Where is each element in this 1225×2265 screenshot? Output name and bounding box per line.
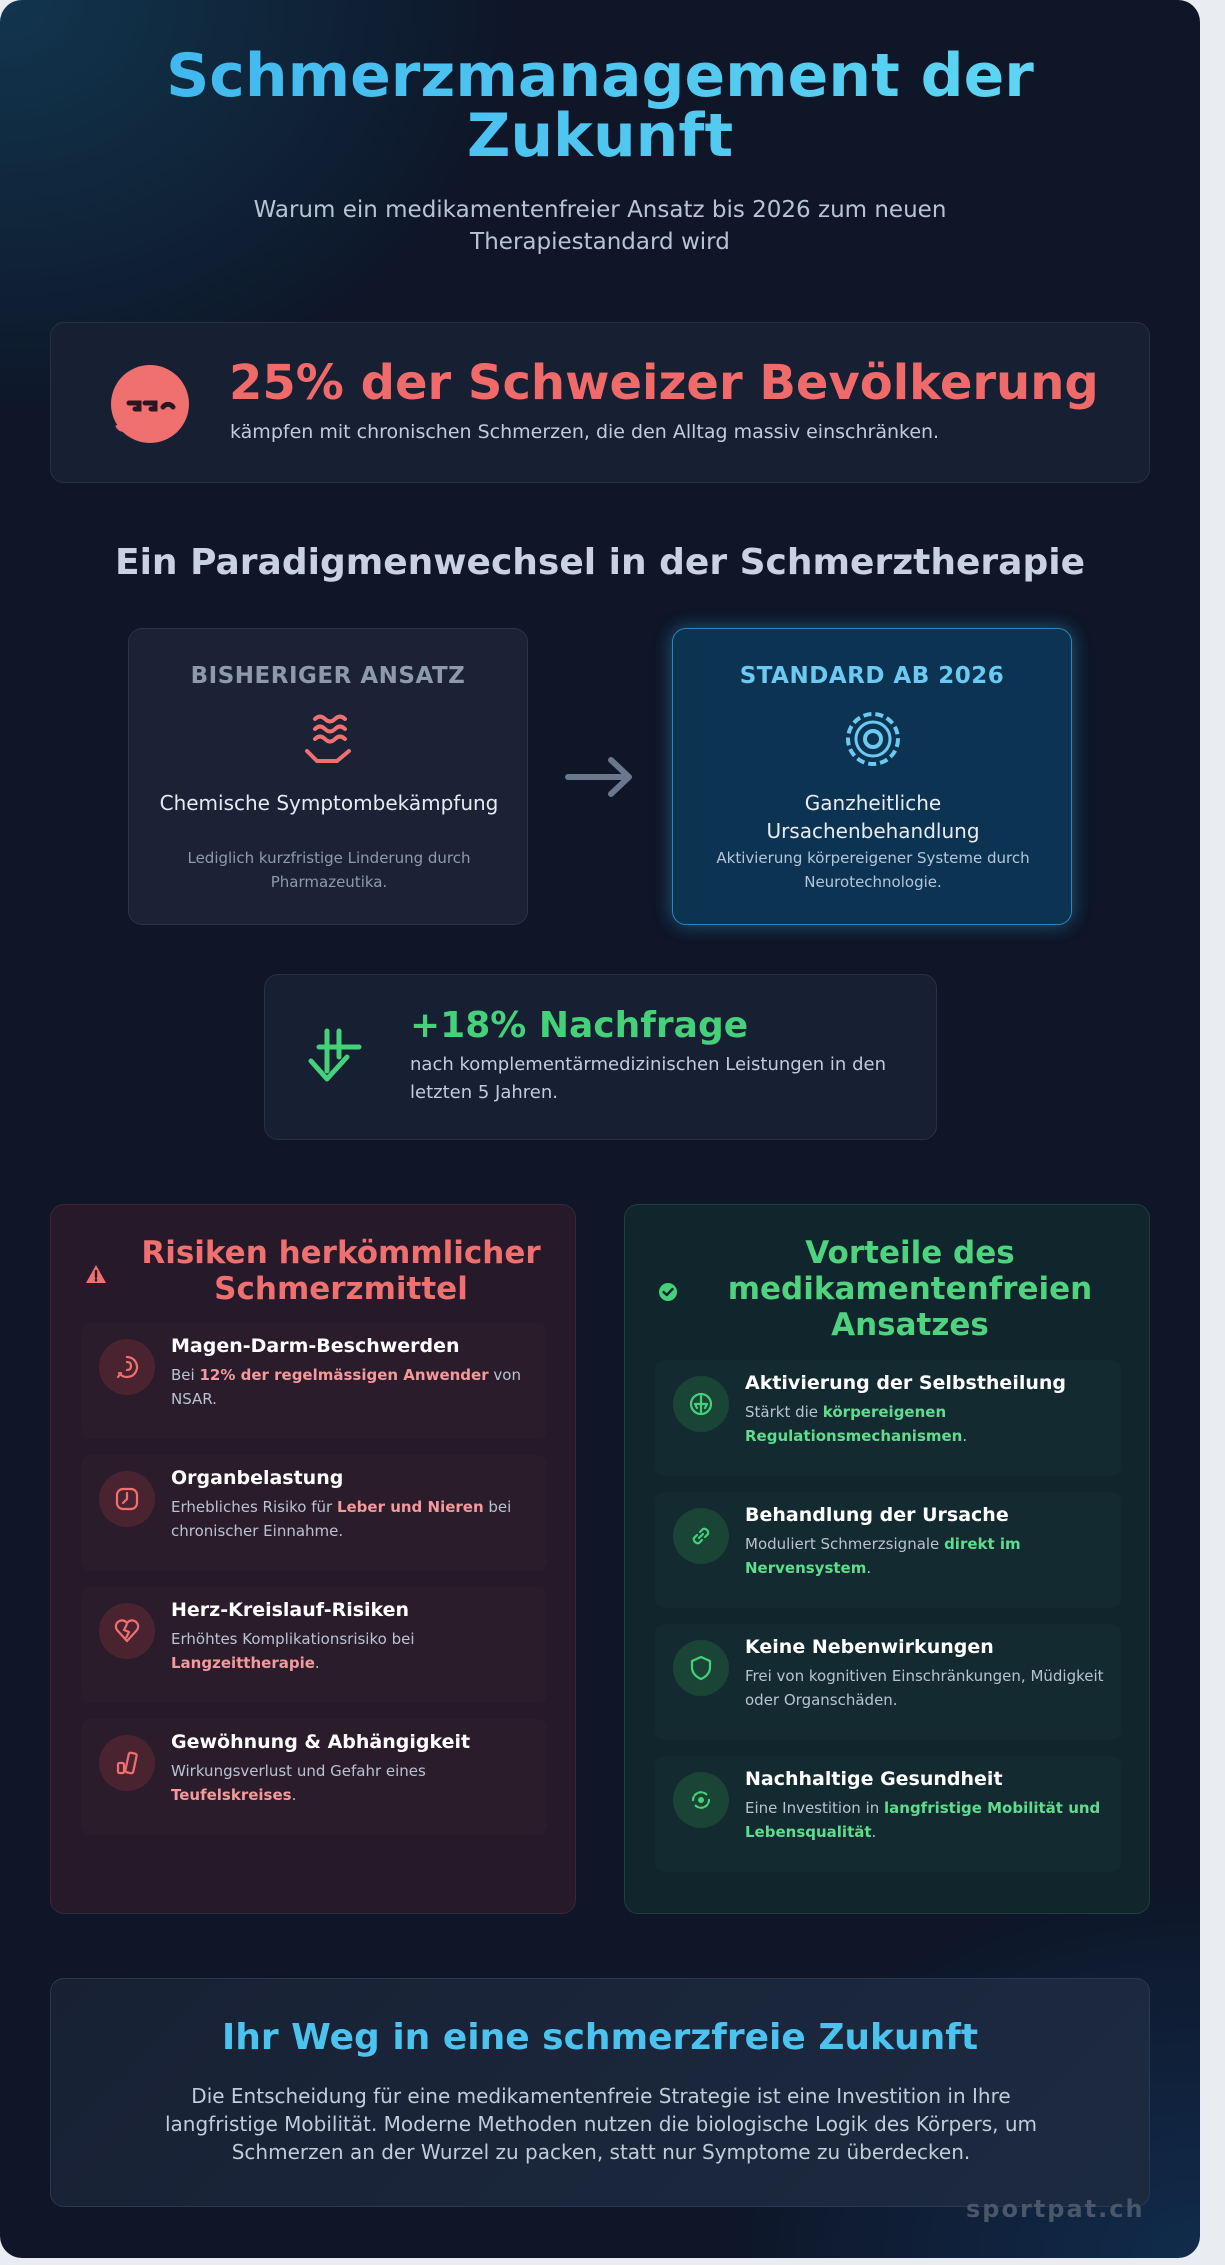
advantage-item bbox=[655, 1756, 1121, 1872]
demand-stat-headline: +18% Nachfrage bbox=[410, 1005, 749, 1046]
advantage-item bbox=[655, 1624, 1121, 1740]
page-title: Schmerzmanagement der Zukunft bbox=[100, 46, 1100, 166]
arrow-right-icon bbox=[563, 752, 638, 802]
old-approach-note: Lediglich kurzfristige Linderung durch Pharmazeutika. bbox=[187, 849, 471, 891]
organ-icon bbox=[99, 1471, 155, 1527]
new-approach-note: Aktivierung körpereigener Systeme durch Neurotechnologie. bbox=[716, 849, 1030, 891]
old-approach-label: BISHERIGER ANSATZ bbox=[190, 663, 466, 689]
risk-item bbox=[81, 1587, 547, 1703]
risk-item bbox=[81, 1719, 547, 1835]
sustainability-icon bbox=[673, 1772, 729, 1828]
risk-item bbox=[81, 1323, 547, 1439]
risk-item-title: Gewöhnung & Abhängigkeit bbox=[171, 1731, 471, 1753]
population-stat-headline: 25% der Schweizer Bevölkerung bbox=[229, 355, 1099, 411]
population-stat-text: kämpfen mit chronischen Schmerzen, die den Alltag massiv einschränken. bbox=[230, 421, 940, 443]
advantages-title: Vorteile des medikamentenfreien Ansatzes bbox=[727, 1235, 1093, 1343]
advantage-item-title: Behandlung der Ursache bbox=[745, 1504, 1009, 1526]
page-subtitle: Warum ein medikamentenfreier Ansatz bis 2026 zum neuen Therapiestandard wird bbox=[253, 197, 947, 255]
advantage-item-text: Stärkt die körpereigenen Regulationsmechanismen. bbox=[745, 1403, 968, 1445]
medical-trend-icon bbox=[305, 1027, 369, 1091]
risk-item-text: Bei 12% der regelmässigen Anwender von NSAR. bbox=[171, 1366, 521, 1408]
risk-item-text: Wirkungsverlust und Gefahr eines Teufelskreises. bbox=[171, 1762, 426, 1804]
new-approach-label: STANDARD AB 2026 bbox=[739, 663, 1005, 689]
advantage-item bbox=[655, 1360, 1121, 1476]
advantages-panel bbox=[624, 1204, 1150, 1914]
link-icon bbox=[673, 1508, 729, 1564]
risk-item-text: Erhöhtes Komplikationsrisiko bei Langzeittherapie. bbox=[171, 1630, 415, 1672]
risks-panel bbox=[50, 1204, 576, 1914]
warning-icon bbox=[85, 1263, 107, 1285]
balance-icon bbox=[673, 1376, 729, 1432]
advantage-item-title: Keine Nebenwirkungen bbox=[745, 1636, 994, 1658]
advantage-item-text: Eine Investition in langfristige Mobilität und Lebensqualität. bbox=[745, 1799, 1101, 1841]
new-approach-main: Ganzheitliche Ursachenbehandlung bbox=[766, 791, 980, 843]
advantage-item-title: Aktivierung der Selbstheilung bbox=[745, 1372, 1066, 1394]
advantage-item-text: Moduliert Schmerzsignale direkt im Nervensystem. bbox=[745, 1535, 1021, 1577]
shield-icon bbox=[673, 1640, 729, 1696]
watermark: sportpat.ch bbox=[966, 2195, 1145, 2223]
broken-heart-icon bbox=[99, 1603, 155, 1659]
advantage-item-title: Nachhaltige Gesundheit bbox=[745, 1768, 1003, 1790]
demand-stat-card bbox=[264, 974, 937, 1140]
demand-stat-text: nach komplementärmedizinischen Leistungen in den letzten 5 Jahren. bbox=[410, 1054, 886, 1103]
pain-face-icon bbox=[111, 365, 189, 443]
population-stat-card bbox=[50, 322, 1150, 483]
new-approach-card bbox=[672, 628, 1072, 925]
advantage-item-text: Frei von kognitiven Einschränkungen, Müdigkeit oder Organschäden. bbox=[745, 1667, 1104, 1709]
risk-item bbox=[81, 1455, 547, 1571]
conclusion-card bbox=[50, 1978, 1150, 2207]
paradigm-title: Ein Paradigmenwechsel in der Schmerztherapie bbox=[115, 542, 1085, 583]
check-circle-icon bbox=[657, 1281, 679, 1303]
neuro-gear-icon bbox=[843, 709, 903, 769]
conclusion-title: Ihr Weg in eine schmerzfreie Zukunft bbox=[221, 2017, 979, 2058]
stomach-icon bbox=[99, 1339, 155, 1395]
risk-item-title: Herz-Kreislauf-Risiken bbox=[171, 1599, 410, 1621]
advantage-item bbox=[655, 1492, 1121, 1608]
pills-hand-icon bbox=[299, 709, 359, 769]
risk-item-title: Magen-Darm-Beschwerden bbox=[171, 1335, 460, 1357]
old-approach-main: Chemische Symptombekämpfung bbox=[159, 791, 499, 815]
conclusion-text: Die Entscheidung für eine medikamentenfreie Strategie ist eine Investition in Ihre langfristige Mobilität. Moderne Methoden nutzen die biologische Logik des Körpers, um Schmerzen an der Wurzel zu packen, statt nur Symptome zu überdecken. bbox=[164, 2084, 1038, 2164]
risks-title: Risiken herkömmlicher Schmerzmittel bbox=[141, 1235, 541, 1307]
old-approach-card bbox=[128, 628, 528, 925]
risk-item-text: Erhebliches Risiko für Leber und Nieren bei chronischer Einnahme. bbox=[171, 1498, 512, 1540]
addiction-icon bbox=[99, 1735, 155, 1791]
risk-item-title: Organbelastung bbox=[171, 1467, 344, 1489]
